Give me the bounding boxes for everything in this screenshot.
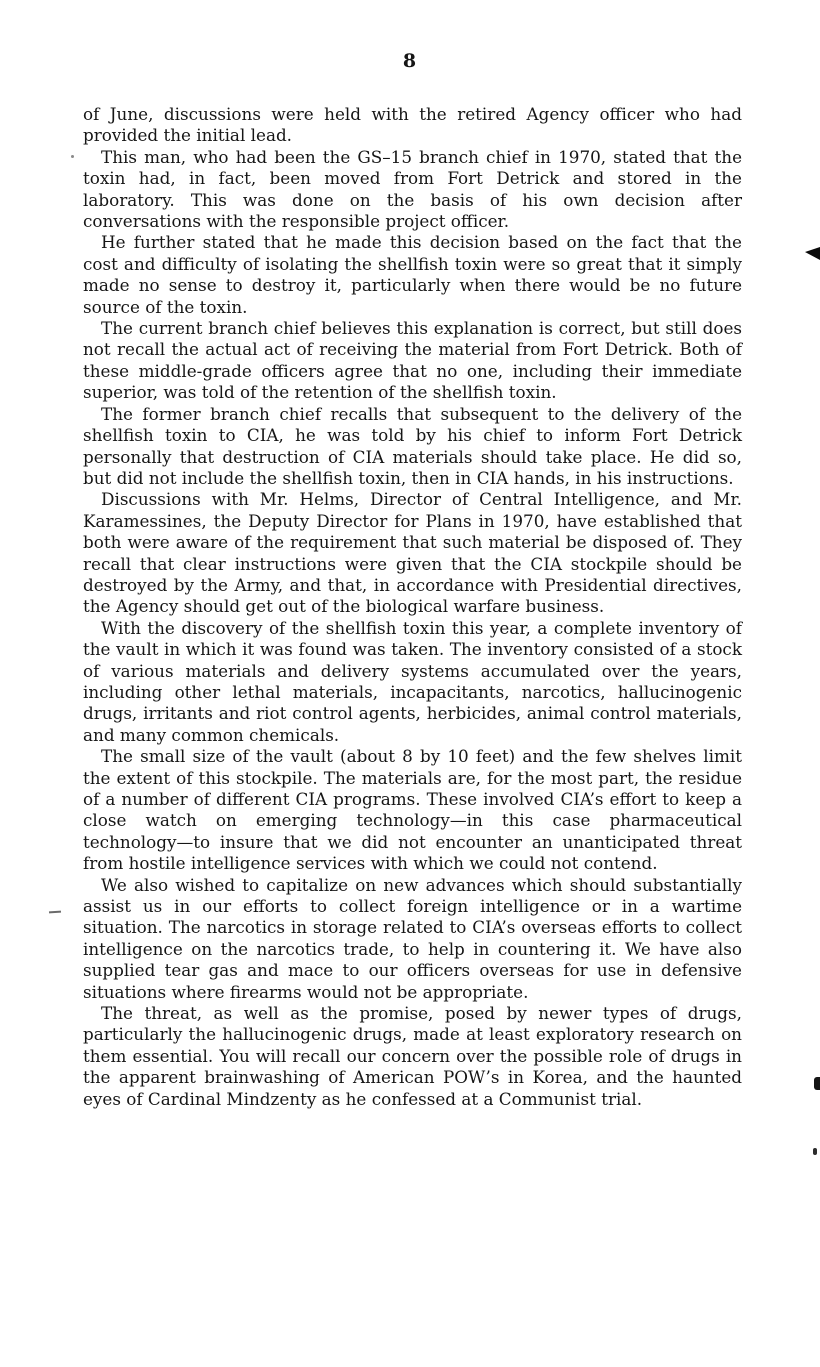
scan-artifact-speck [814, 1077, 820, 1090]
page-number: 8 [402, 50, 418, 72]
paragraph: We also wished to capitalize on new advances which should substantially assist us in our efforts to collect foreign intelligence or in a wartime situation. The narcotics in storage related to CIA’s overseas efforts to collect intelligence on the narcotics trade, to help in countering it. We have also supplied tear gas and mace to our officers overseas for use in defensive situations where firearms would not be appropriate. [83, 874, 742, 1002]
paragraph: The threat, as well as the promise, posed by newer types of drugs, particularly the hallucinogenic drugs, made at least exploratory research on them essential. You will recall our concern over the possible role of drugs in the apparent brainwashing of American POW’s in Korea, and the haunted eyes of Cardinal Mindzenty as he confessed at a Communist trial. [83, 1003, 742, 1109]
paragraph: With the discovery of the shellfish toxin this year, a complete inventory of the vault in which it was found was taken. The inventory consisted of a stock of various materials and delivery systems accumulated over the years, including other lethal materials, incapacitants, narcotics, hallucinogenic drugs, irritants and riot control agents, herbicides, animal control materials, and many common chemicals. [83, 617, 742, 745]
paragraph: The small size of the vault (about 8 by 10 feet) and the few shelves limit the extent of this stockpile. The materials are, for the most part, the residue of a number of different CIA programs. These involved CIA’s effort to keep a close watch on emerging technology—in this case pharmaceutical technology—to insure that we did not encounter an unanticipated threat from hostile intelligence services with which we could not contend. [83, 746, 742, 874]
paragraph: He further stated that he made this decision based on the fact that the cost and difficulty of isolating the shellfish toxin were so great that it simply made no sense to destroy it, particularly when there would be no future source of the toxin. [83, 232, 742, 317]
paragraph: The current branch chief believes this explanation is correct, but still does not recall the actual act of receiving the material from Fort Detrick. Both of these middle-grade officers agree that no one, including their immediate superior, was told of the retention of the shellfish toxin. [83, 318, 742, 403]
scan-artifact-margin-dash [49, 911, 61, 914]
paragraph: of June, discussions were held with the retired Agency officer who had provided the initial lead. [83, 104, 742, 146]
paragraph: This man, who had been the GS–15 branch chief in 1970, stated that the toxin had, in fact, been moved from Fort Detrick and stored in the laboratory. This was done on the basis of his own decision after conversations with the responsible project officer. [83, 146, 742, 232]
scan-artifact-arrowhead [805, 247, 820, 260]
paragraph: The former branch chief recalls that subsequent to the delivery of the shellfish toxin to CIA, he was told by his chief to inform Fort Detrick personally that destruction of CIA materials should take place. He did so, but did not include the shellfish toxin, then in CIA hands, in his instructions. [83, 403, 742, 488]
paragraph: Discussions with Mr. Helms, Director of Central Intelligence, and Mr. Karamessines, the Deputy Director for Plans in 1970, have established that both were aware of the requirement that such material be disposed of. They recall that clear instructions were given that the CIA stockpile should be destroyed by the Army, and that, in accordance with Presidential directives, the Agency should get out of the biological warfare business. [83, 489, 742, 617]
page-body [83, 104, 742, 1110]
scan-artifact-speck [813, 1148, 817, 1155]
scan-artifact-dot [71, 155, 74, 158]
